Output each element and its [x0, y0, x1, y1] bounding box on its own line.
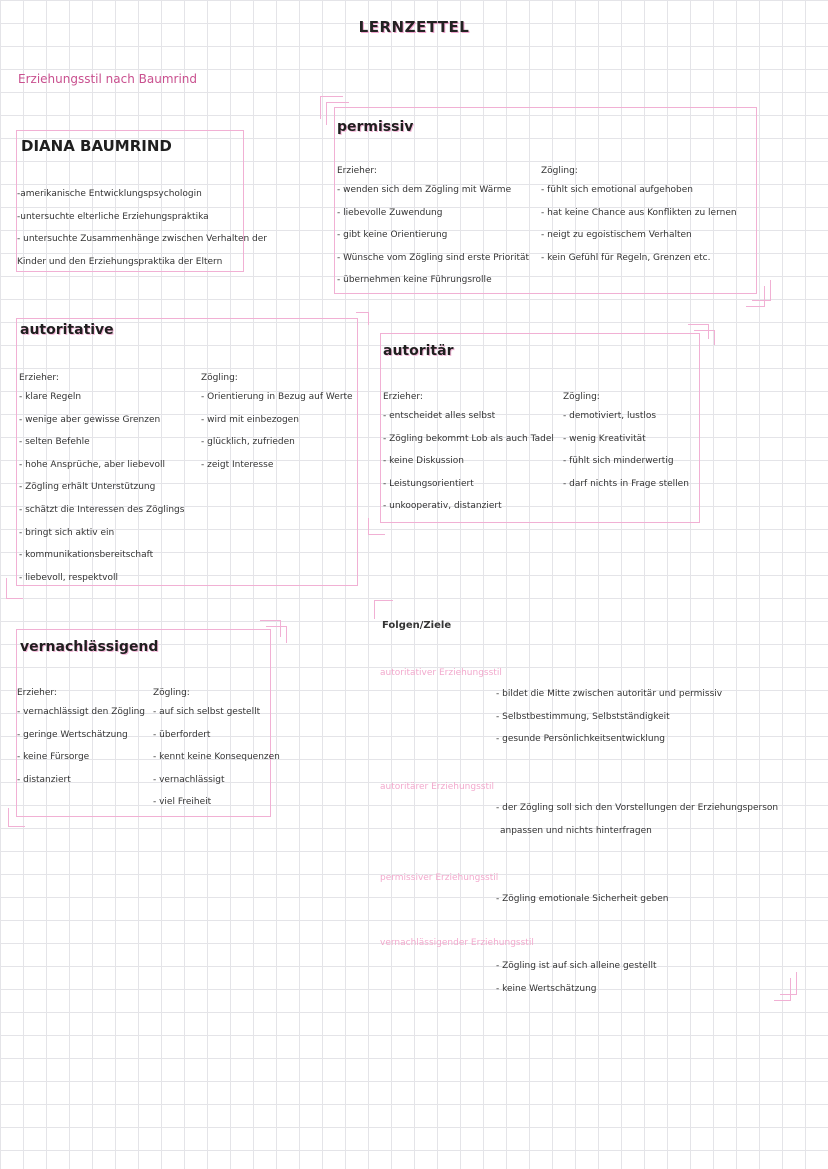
- list-item: - bringt sich aktiv ein: [19, 527, 115, 538]
- list-item: - keine Fürsorge: [17, 752, 90, 763]
- folgen-section-label: autoritärer Erziehungsstil: [380, 782, 494, 792]
- folgen-heading: Folgen/Ziele: [382, 620, 452, 631]
- autoritaer-box: [380, 333, 700, 523]
- autoritaer-erzieher-list: [383, 405, 554, 518]
- autoritaer-erzieher-column: [383, 392, 554, 518]
- zoegling-label: Zögling:: [201, 373, 238, 383]
- list-item: - distanziert: [17, 774, 71, 785]
- list-item: - wenige aber gewisse Grenzen: [19, 414, 161, 425]
- list-item: - auf sich selbst gestellt: [153, 707, 261, 717]
- list-item: - unkooperativ, distanziert: [383, 501, 502, 512]
- list-item: - fühlt sich emotional aufgehoben: [541, 185, 694, 195]
- autoritaer-zoegling-list: [563, 405, 689, 495]
- autoritative-zoegling-list: [201, 386, 353, 476]
- list-item: - viel Freiheit: [153, 797, 212, 808]
- list-item: - vernachlässigt den Zögling: [17, 707, 145, 717]
- erzieher-label: Erzieher:: [337, 166, 377, 176]
- zoegling-label: Zögling:: [153, 688, 190, 698]
- list-item: - fühlt sich minderwertig: [563, 456, 674, 467]
- permissiv-heading: permissiv: [337, 119, 414, 135]
- permissiv-erzieher-list: [337, 179, 529, 292]
- list-item: - neigt zu egoistischem Verhalten: [541, 230, 692, 241]
- list-item: - Zögling bekommt Lob als auch Tadel: [383, 433, 554, 444]
- autoritaer-heading: autoritär: [383, 343, 454, 359]
- baumrind-box: [16, 130, 268, 272]
- permissiv-erzieher-column: [337, 166, 529, 292]
- list-item: - kommunikationsbereitschaft: [19, 550, 154, 561]
- vernachlaessigend-zoegling-column: [153, 688, 280, 814]
- list-item: - Selbstbestimmung, Selbstständigkeit: [496, 711, 670, 722]
- list-item: -amerikanische Entwicklungspsychologin: [17, 189, 202, 199]
- baumrind-heading: DIANA BAUMRIND: [21, 137, 172, 155]
- folgen-section-label: permissiver Erziehungsstil: [380, 873, 499, 883]
- list-item: - Orientierung in Bezug auf Werte: [201, 392, 353, 402]
- list-item: anpassen und nichts hinterfragen: [500, 825, 652, 836]
- list-item: - gesunde Persönlichkeitsentwicklung: [496, 734, 666, 745]
- list-item: - Zögling erhält Unterstützung: [19, 482, 156, 493]
- list-item: - bildet die Mitte zwischen autoritär und permissiv: [496, 689, 723, 699]
- permissiv-box: [334, 107, 757, 294]
- permissiv-corner-deco: [746, 286, 765, 307]
- folgen-corner-deco: [774, 978, 791, 1001]
- list-item: - Leistungsorientiert: [383, 478, 474, 489]
- erzieher-label: Erzieher:: [17, 688, 57, 698]
- list-item: - hohe Ansprüche, aber liebevoll: [19, 459, 165, 470]
- autoritaer-zoegling-column: [563, 392, 689, 495]
- list-item: - gibt keine Orientierung: [337, 230, 448, 241]
- vernachlaessigend-heading: vernachlässigend: [20, 639, 159, 655]
- list-item: - klare Regeln: [19, 392, 82, 402]
- vernachlaessigend-corner-deco: [8, 808, 25, 827]
- page-title: LERNZETTEL: [358, 18, 470, 36]
- vernachlaessigend-erzieher-list: [17, 701, 145, 791]
- erzieher-label: Erzieher:: [19, 373, 59, 383]
- folgen-section-label: vernachlässigender Erziehungsstil: [380, 938, 534, 948]
- list-item: - liebevoll, respektvoll: [19, 572, 119, 583]
- list-item: - keine Diskussion: [383, 456, 464, 467]
- list-item: - glücklich, zufrieden: [201, 437, 295, 448]
- folgen-section-list: [496, 683, 722, 751]
- permissiv-zoegling-list: [541, 179, 737, 269]
- autoritative-box: [16, 318, 358, 586]
- list-item: - demotiviert, lustlos: [563, 411, 657, 421]
- list-item: - entscheidet alles selbst: [383, 411, 496, 421]
- autoritative-zoegling-column: [201, 373, 353, 476]
- list-item: - kein Gefühl für Regeln, Grenzen etc.: [541, 252, 711, 263]
- vernachlaessigend-zoegling-list: [153, 701, 280, 814]
- list-item: -untersuchte elterliche Erziehungspraktika: [17, 211, 209, 222]
- list-item: - überfordert: [153, 729, 211, 740]
- vernachlaessigend-box: [16, 629, 280, 817]
- list-item: - Wünsche vom Zögling sind erste Priorität: [337, 252, 530, 263]
- permissiv-zoegling-column: [541, 166, 737, 269]
- list-item: - wird mit einbezogen: [201, 414, 299, 425]
- folgen-section-list: [496, 888, 669, 911]
- list-item: - darf nichts in Frage stellen: [563, 478, 689, 489]
- list-item: - wenig Kreativität: [563, 433, 646, 444]
- autoritative-heading: autoritative: [20, 322, 114, 338]
- list-item: - Zögling ist auf sich alleine gestellt: [496, 961, 657, 971]
- folgen-corner-deco: [374, 600, 393, 619]
- list-item: - schätzt die Interessen des Zöglings: [19, 504, 185, 515]
- autoritative-erzieher-column: [19, 373, 184, 589]
- autoritative-corner-deco: [6, 578, 23, 599]
- zoegling-label: Zögling:: [541, 166, 578, 176]
- list-item: - vernachlässigt: [153, 774, 225, 785]
- list-item: - untersuchte Zusammenhänge zwischen Verhalten der: [17, 234, 268, 245]
- folgen-section-list: [496, 797, 778, 842]
- erzieher-label: Erzieher:: [383, 392, 423, 402]
- folgen-section-label: autoritativer Erziehungsstil: [380, 668, 502, 678]
- list-item: - keine Wertschätzung: [496, 983, 597, 994]
- list-item: - der Zögling soll sich den Vorstellungen der Erziehungsperson: [496, 803, 779, 813]
- zoegling-label: Zögling:: [563, 392, 600, 402]
- autoritaer-corner-deco: [368, 518, 385, 535]
- list-item: - wenden sich dem Zögling mit Wärme: [337, 185, 512, 195]
- list-item: - hat keine Chance aus Konflikten zu lernen: [541, 207, 737, 218]
- list-item: - geringe Wertschätzung: [17, 729, 128, 740]
- page-subtitle: Erziehungsstil nach Baumrind: [18, 72, 198, 86]
- list-item: - liebevolle Zuwendung: [337, 207, 443, 218]
- list-item: - selten Befehle: [19, 437, 90, 448]
- baumrind-list: [17, 183, 267, 273]
- list-item: - Zögling emotionale Sicherheit geben: [496, 894, 669, 904]
- vernachlaessigend-erzieher-column: [17, 688, 145, 791]
- list-item: - kennt keine Konsequenzen: [153, 752, 280, 763]
- autoritative-erzieher-list: [19, 386, 184, 589]
- list-item: - zeigt Interesse: [201, 459, 274, 470]
- list-item: Kinder und den Erziehungspraktika der Eltern: [17, 256, 223, 267]
- folgen-section-list: [496, 955, 657, 1000]
- list-item: - übernehmen keine Führungsrolle: [337, 275, 492, 286]
